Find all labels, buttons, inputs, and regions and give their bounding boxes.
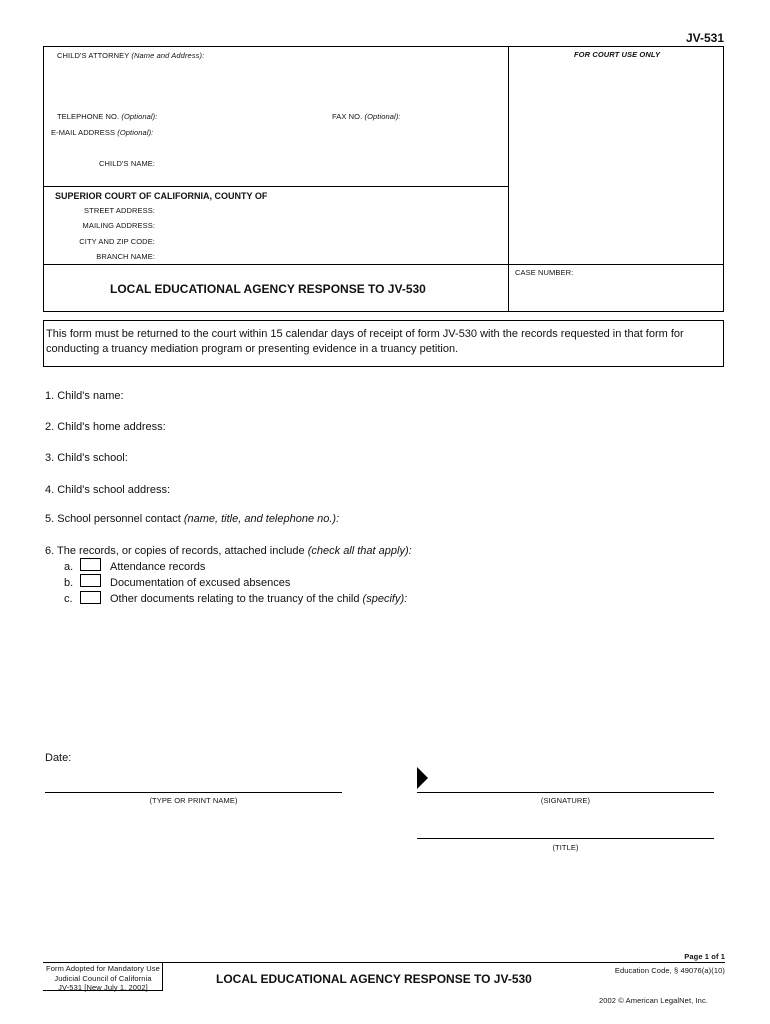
form-title: LOCAL EDUCATIONAL AGENCY RESPONSE TO JV-530 (110, 282, 426, 296)
footer-title: LOCAL EDUCATIONAL AGENCY RESPONSE TO JV-530 (216, 972, 532, 986)
signature-line[interactable] (417, 792, 714, 793)
branch-name-label: BRANCH NAME: (96, 252, 155, 261)
item-childs-name: 1. Child's name: (45, 390, 124, 402)
mailing-address-label: MAILING ADDRESS: (82, 221, 155, 230)
item-school: 3. Child's school: (45, 452, 128, 464)
notice-line-1: This form must be returned to the court within 15 calendar days of receipt of form JV-530 with the records requested in that form for (46, 328, 684, 340)
option-c-text: Other documents relating to the truancy of the child (specify): (110, 593, 408, 605)
excused-absences-checkbox[interactable] (80, 574, 101, 587)
header-box (43, 46, 724, 312)
option-c-letter: c. (64, 593, 73, 605)
education-code: Education Code, § 49076(a)(10) (614, 966, 725, 975)
title-label: (TITLE) (552, 843, 579, 852)
notice-line-2: conducting a truancy mediation program or presenting evidence in a truancy petition. (46, 343, 459, 355)
signature-label: (SIGNATURE) (540, 796, 591, 805)
option-a-text: Attendance records (110, 561, 206, 573)
option-b-letter: b. (64, 577, 74, 589)
option-b-text: Documentation of excused absences (110, 577, 291, 589)
print-name-line[interactable] (45, 792, 342, 793)
type-print-name-label: (TYPE OR PRINT NAME) (149, 796, 238, 805)
email-label: E-MAIL ADDRESS (Optional): (51, 128, 154, 137)
adopted-line-1: Form Adopted for Mandatory Use (46, 964, 160, 973)
street-address-label: STREET ADDRESS: (84, 206, 155, 215)
item-personnel-contact: 5. School personnel contact (name, title, and telephone no.): (45, 513, 340, 525)
attorney-label: CHILD'S ATTORNEY (Name and Address): (57, 51, 205, 60)
court-use-label: FOR COURT USE ONLY (574, 50, 661, 59)
childs-name-header-label: CHILD'S NAME: (99, 159, 156, 168)
item-school-address: 4. Child's school address: (45, 484, 170, 496)
city-zip-label: CITY AND ZIP CODE: (79, 237, 155, 246)
form-adopted-block (43, 964, 163, 993)
option-a-letter: a. (64, 561, 74, 573)
item-home-address: 2. Child's home address: (45, 421, 166, 433)
copyright: 2002 © American LegalNet, Inc. (598, 996, 708, 1005)
notice-box (43, 320, 724, 367)
court-title: SUPERIOR COURT OF CALIFORNIA, COUNTY OF (55, 191, 268, 201)
date-label: Date: (45, 752, 72, 764)
case-number-label: CASE NUMBER: (515, 268, 574, 277)
item-records: 6. The records, or copies of records, attached include (check all that apply): (45, 545, 412, 557)
adopted-line-3: JV-531 [New July 1, 2002] (58, 983, 148, 992)
fax-label: FAX NO. (Optional): (332, 112, 401, 121)
attendance-records-checkbox[interactable] (80, 558, 101, 571)
page-number: Page 1 of 1 (684, 952, 725, 961)
form-number: JV-531 (685, 31, 724, 45)
signature-arrow-icon (417, 767, 429, 794)
telephone-label: TELEPHONE NO. (Optional): (57, 112, 158, 121)
adopted-line-2: Judicial Council of California (54, 973, 152, 983)
other-documents-checkbox[interactable] (80, 591, 101, 604)
title-line[interactable] (417, 838, 714, 839)
